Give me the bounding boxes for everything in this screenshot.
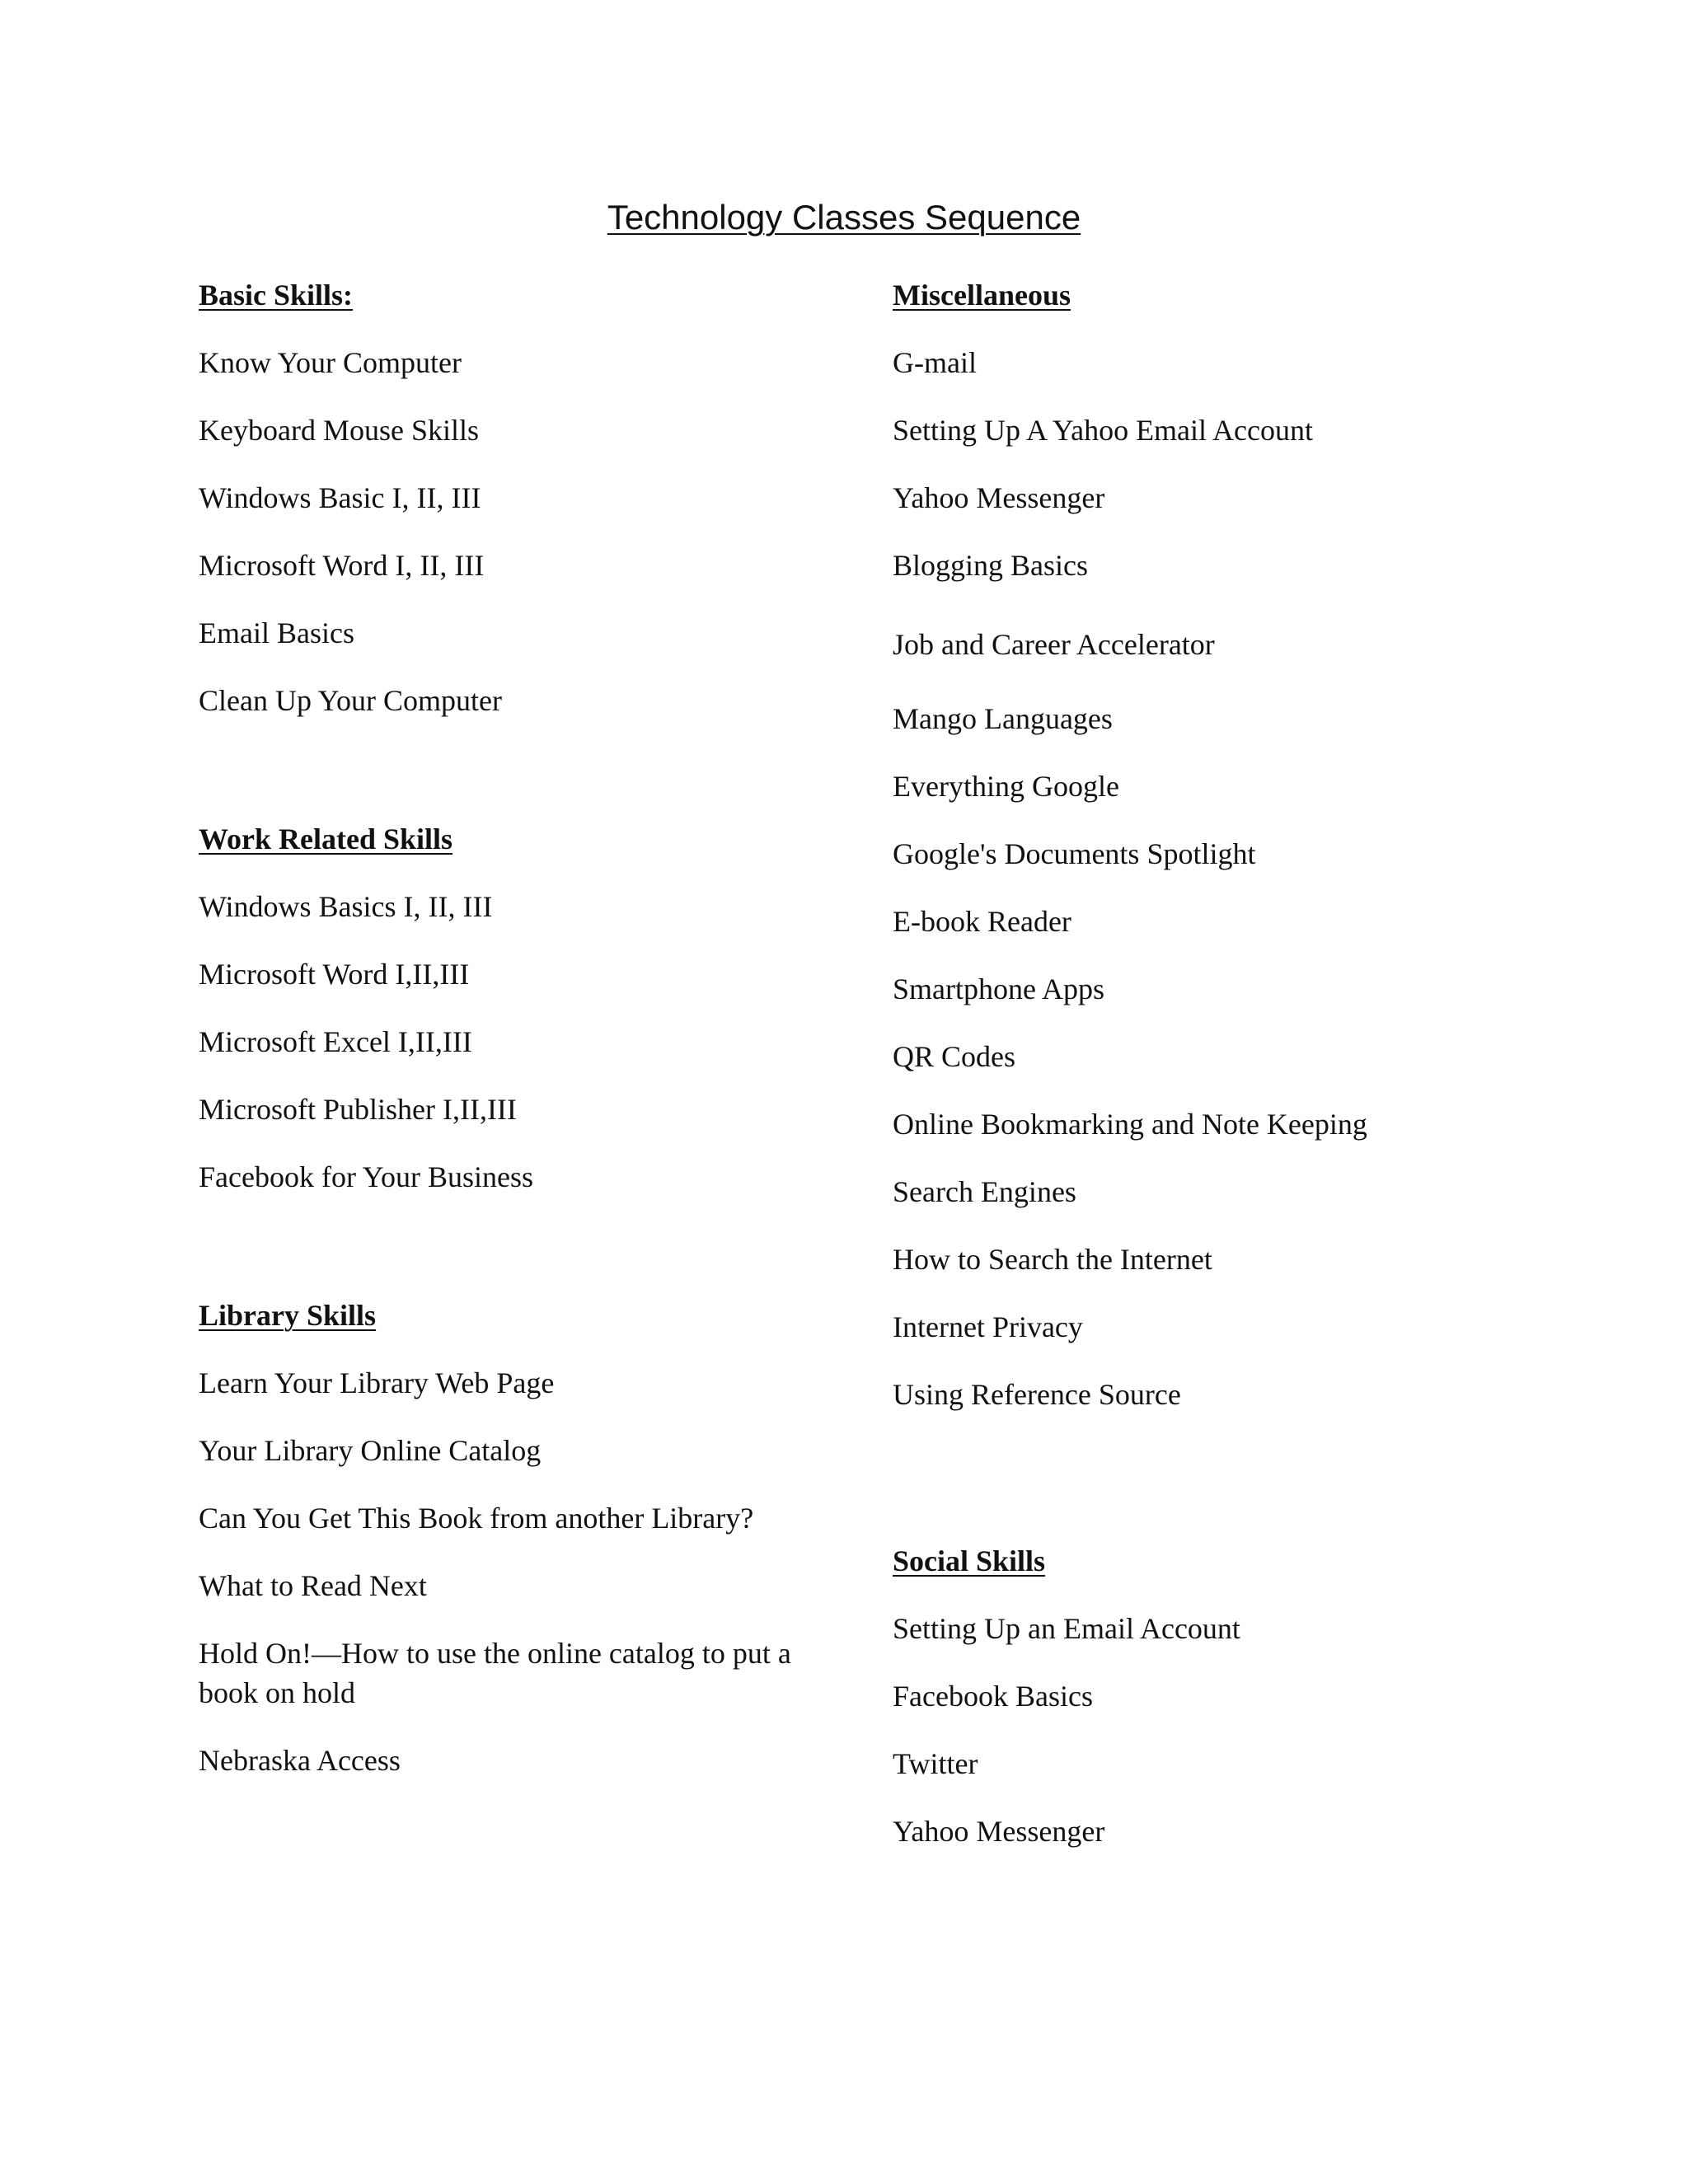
list-item: Smartphone Apps [893,972,1104,1005]
basic-skills-section [199,275,800,720]
right-column [893,275,1552,1879]
list-item: Microsoft Excel I,II,III [199,1025,472,1058]
list-item: Learn Your Library Web Page [199,1366,555,1399]
list-item: Internet Privacy [893,1310,1083,1343]
list-item: G-mail [893,346,977,379]
list-item: Google's Documents Spotlight [893,837,1256,870]
left-column [199,275,800,1808]
list-item: Facebook Basics [893,1680,1093,1713]
section-heading-basic-skills: Basic Skills: [199,279,354,312]
list-item: Windows Basics I, II, III [199,890,493,923]
library-skills-section [199,1296,800,1780]
section-heading-library-skills: Library Skills [199,1299,377,1332]
list-item: Setting Up an Email Account [893,1612,1240,1645]
list-item: Your Library Online Catalog [199,1434,542,1467]
list-item: Email Basics [199,616,354,649]
social-skills-section [893,1541,1552,1851]
list-item: Online Bookmarking and Note Keeping [893,1108,1367,1141]
section-heading-miscellaneous: Miscellaneous [893,279,1071,312]
section-heading-social-skills: Social Skills [893,1544,1046,1577]
list-item: E-book Reader [893,905,1071,938]
list-item: Yahoo Messenger [893,1815,1105,1848]
list-item: Can You Get This Book from another Library? [199,1502,754,1535]
page-title: Technology Classes Sequence [607,198,1081,237]
list-item: Twitter [893,1747,978,1780]
list-item: Hold On!—How to use the online catalog to put a book on hold [199,1637,791,1709]
list-item: What to Read Next [199,1569,427,1602]
list-item: Everything Google [893,770,1119,803]
list-item: QR Codes [893,1040,1016,1073]
list-item: Windows Basic I, II, III [199,481,481,514]
list-item: Keyboard Mouse Skills [199,414,479,447]
list-item: How to Search the Internet [893,1243,1212,1276]
list-item: Search Engines [893,1175,1076,1208]
list-item: Microsoft Word I, II, III [199,549,485,582]
list-item: Facebook for Your Business [199,1160,534,1193]
work-related-skills-section [199,819,800,1197]
list-item: Nebraska Access [199,1744,401,1777]
list-item: Yahoo Messenger [893,481,1105,514]
list-item: Clean Up Your Computer [199,684,502,717]
list-item: Microsoft Publisher I,II,III [199,1093,517,1126]
list-item: Microsoft Word I,II,III [199,958,470,991]
list-item: Setting Up A Yahoo Email Account [893,414,1314,447]
list-item: Know Your Computer [199,346,462,379]
miscellaneous-section [893,275,1552,1414]
section-heading-work-related-skills: Work Related Skills [199,823,453,855]
list-item: Blogging Basics [893,549,1089,582]
list-item: Job and Career Accelerator [893,628,1215,661]
list-item: Mango Languages [893,702,1113,735]
list-item: Using Reference Source [893,1378,1181,1411]
